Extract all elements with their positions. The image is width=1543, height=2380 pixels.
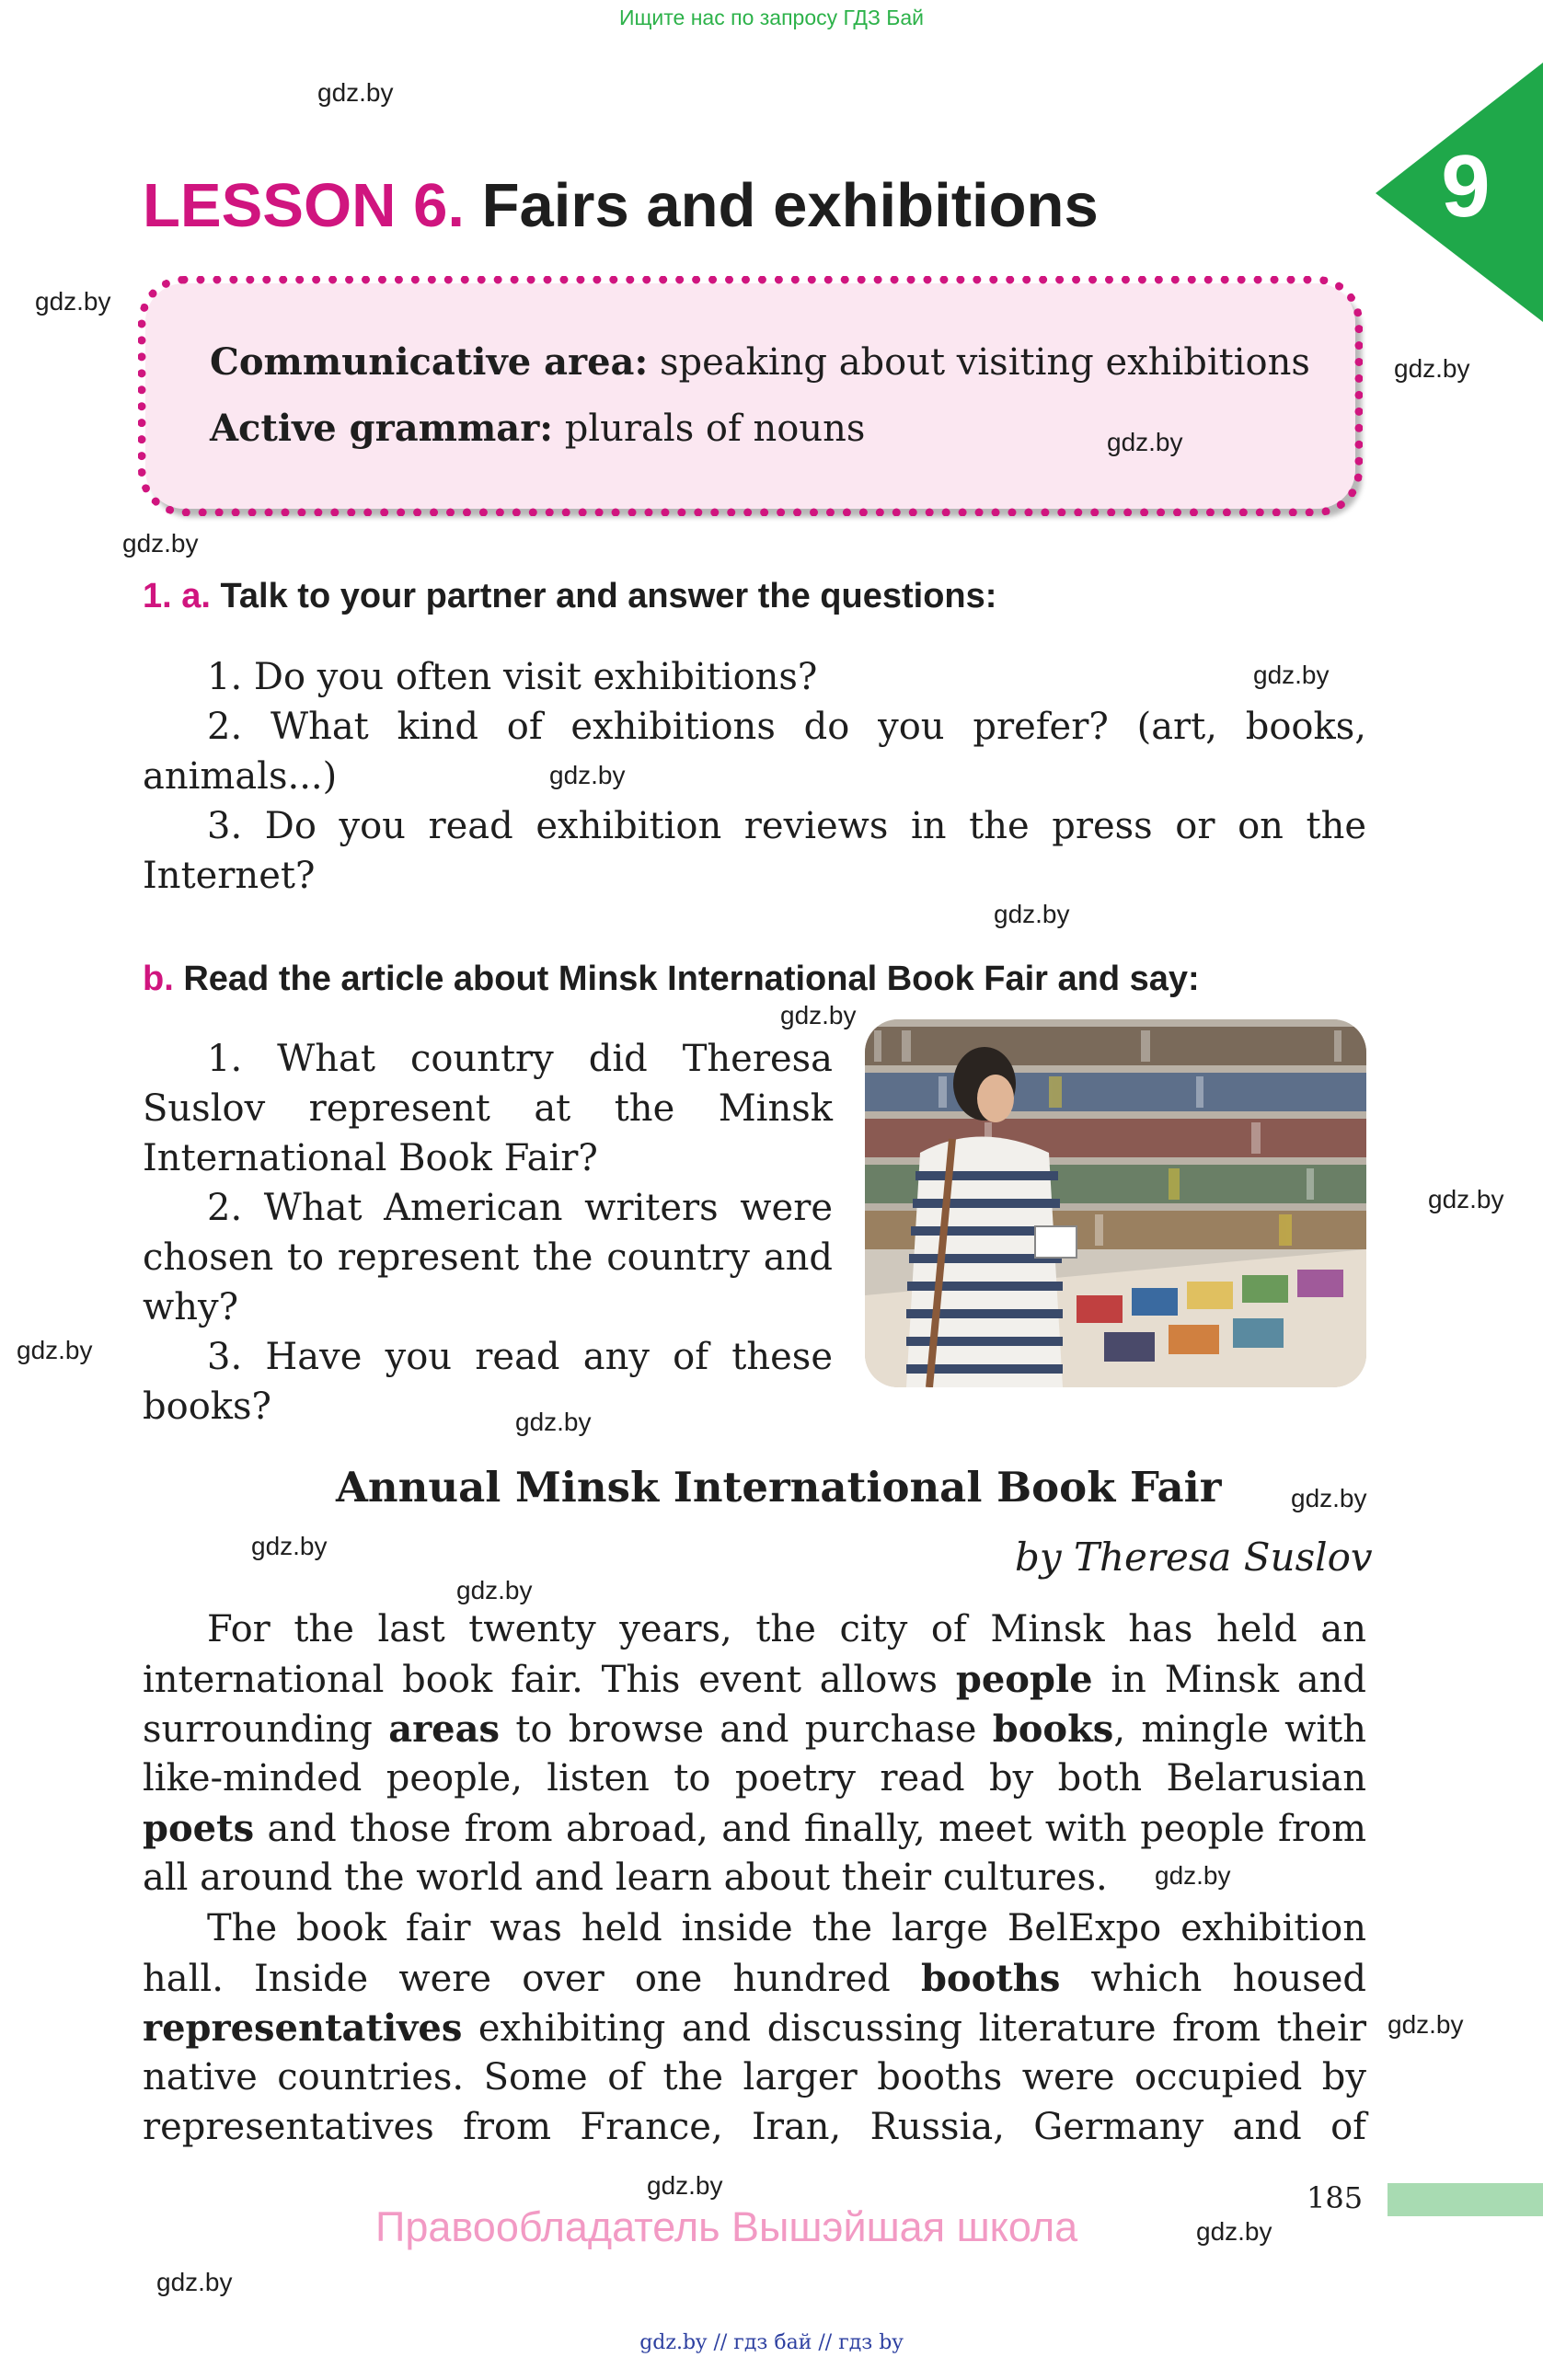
top-banner[interactable]: Ищите нас по запросу ГДЗ Бай [618, 6, 925, 29]
question-1a-2: 2. What kind of exhibitions do you prefer? (art, books, [207, 706, 1366, 748]
active-grammar-label: Active grammar: [210, 407, 554, 450]
watermark: gdz.by [122, 529, 199, 558]
article-p2-line-5: representatives from France, Iran, Russia, Germany and of [143, 2106, 1366, 2148]
bottom-banner[interactable]: gdz.by // гдз бай // гдз by [639, 2331, 904, 2354]
article-p1-line-4: like-minded people, listen to poetry read by both Belarusian [143, 1757, 1366, 1799]
text-run: in Minsk and [1092, 1659, 1366, 1701]
text-run: , mingle with [1113, 1708, 1367, 1751]
task-1b-instruction: Read the article about Minsk International Book Fair and say: [183, 960, 1200, 998]
keyword-representatives: representatives [143, 2006, 463, 2050]
watermark: gdz.by [317, 78, 394, 107]
watermark: gdz.by [1107, 428, 1183, 456]
text-run: surrounding [143, 1708, 389, 1751]
watermark: gdz.by [1253, 661, 1330, 689]
communicative-area [210, 340, 1310, 384]
watermark: gdz.by [549, 761, 626, 789]
watermark: gdz.by [994, 900, 1070, 928]
question-1a-3: 3. Do you read exhibition reviews in the press or on the [207, 805, 1366, 847]
text-run: hall. Inside were over one hundred [143, 1958, 921, 2000]
lesson-title [143, 170, 1099, 241]
lesson-topic: Fairs and exhibitions [481, 171, 1099, 240]
watermark: gdz.by [1291, 1484, 1367, 1512]
question-1b-line-5: chosen to represent the country and [143, 1236, 833, 1279]
article-title: Annual Minsk International Book Fair [336, 1463, 1222, 1512]
article-p2-line-1: The book fair was held inside the large BelExpo exhibition [207, 1907, 1366, 1949]
task-1b-number: b. [143, 960, 174, 998]
communicative-area-label: Communicative area: [210, 340, 649, 384]
text-run: international book fair. This event allows [143, 1659, 956, 1701]
watermark: gdz.by [1394, 354, 1470, 383]
watermark: gdz.by [780, 1001, 857, 1029]
watermark: gdz.by [1388, 2010, 1464, 2039]
question-1b-line-7: 3. Have you read any of these [207, 1336, 833, 1378]
task-1a-number: 1. a. [143, 577, 211, 615]
article-p1-line-3 [143, 1707, 1366, 1751]
task-1b-heading [143, 960, 1200, 999]
article-p2-line-3 [143, 2006, 1366, 2050]
watermark: gdz.by [456, 1576, 533, 1604]
active-grammar [210, 407, 865, 450]
book-fair-illustration [865, 1019, 1366, 1387]
text-run: which housed [1060, 1958, 1367, 2000]
text-run: exhibiting and discussing literature from their [462, 2007, 1366, 2050]
article-p1-line-1: For the last twenty years, the city of Minsk has held an [207, 1608, 1366, 1650]
watermark: gdz.by [251, 1532, 328, 1560]
question-1b-line-3: International Book Fair? [143, 1137, 598, 1179]
lesson-goals-border [138, 276, 1363, 516]
watermark: gdz.by [1196, 2217, 1272, 2246]
keyword-poets: poets [143, 1807, 255, 1850]
lesson-label: LESSON 6. [143, 171, 465, 240]
communicative-area-text: speaking about visiting exhibitions [659, 341, 1310, 384]
question-1b-line-2: Suslov represent at the Minsk [143, 1087, 833, 1130]
task-1a-instruction: Talk to your partner and answer the questions: [220, 577, 997, 615]
keyword-booths: booths [920, 1957, 1061, 2000]
keyword-areas: areas [388, 1707, 501, 1751]
question-1a-1: 1. Do you often visit exhibitions? [207, 656, 818, 698]
article-p1-line-5 [143, 1807, 1366, 1850]
article-p2-line-4: native countries. Some of the larger booths were occupied by [143, 2056, 1366, 2098]
question-1a-3-cont: Internet? [143, 855, 316, 897]
watermark: gdz.by [647, 2171, 723, 2200]
book-fair-photo [865, 1019, 1366, 1387]
keyword-books: books [992, 1707, 1114, 1751]
active-grammar-text: plurals of nouns [564, 408, 866, 450]
article-p1-line-6: all around the world and learn about their cultures. [143, 1857, 1108, 1899]
rights-holder: Правообладатель Вышэйшая школа [375, 2203, 1078, 2250]
text-run: and those from abroad, and finally, meet with people from [254, 1808, 1366, 1850]
question-1b-line-4: 2. What American writers were [207, 1187, 833, 1229]
question-1b-line-6: why? [143, 1286, 239, 1328]
watermark: gdz.by [17, 1336, 93, 1364]
question-1a-2-cont: animals...) [143, 755, 338, 798]
watermark: gdz.by [156, 2268, 233, 2296]
watermark: gdz.by [1428, 1185, 1504, 1213]
watermark: gdz.by [515, 1408, 592, 1436]
text-run: to browse and purchase [500, 1708, 993, 1751]
question-1b-line-8: books? [143, 1385, 271, 1428]
question-1b-line-1: 1. What country did Theresa [207, 1038, 833, 1080]
watermark: gdz.by [1155, 1861, 1231, 1890]
article-p2-line-2 [143, 1957, 1366, 2000]
keyword-people: people [955, 1658, 1093, 1701]
unit-number: 9 [1441, 137, 1491, 236]
article-p1-line-2 [143, 1658, 1366, 1701]
article-byline: by Theresa Suslov [1015, 1535, 1373, 1580]
page-number-bar [1388, 2183, 1543, 2216]
task-1a-heading [143, 577, 996, 616]
page-number: 185 [1307, 2180, 1364, 2215]
watermark: gdz.by [35, 287, 111, 316]
